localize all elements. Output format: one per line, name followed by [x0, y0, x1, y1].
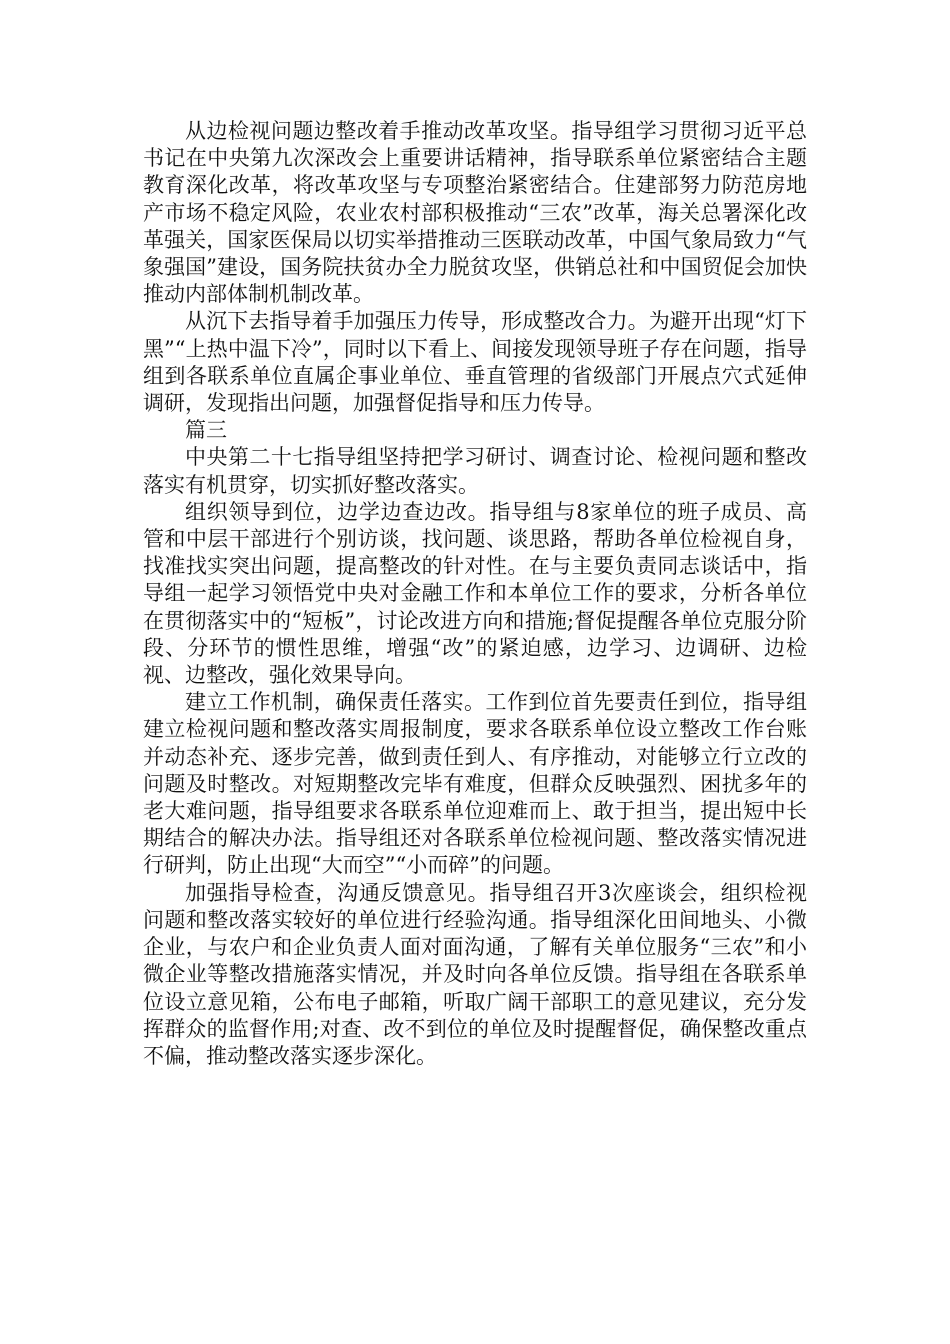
- paragraph-mechanism: 建立工作机制，确保责任落实。工作到位首先要责任到位，指导组建立检视问题和整改落实周报制度，要求各联系单位设立整改工作台账并动态补充、逐步完善，做到责任到人、有序推动，对能够立行立改的问题及时整改。对短期整改完毕有难度，但群众反映强烈、困扰多年的老大难问题，指导组要求各联系单位迎难而上、敢于担当，提出短中长期结合的解决办法。指导组还对各联系单位检视问题、整改落实情况进行研判，防止出现“大而空”“小而碎”的问题。: [143, 690, 807, 878]
- paragraph-leadership: 组织领导到位，边学边查边改。指导组与8家单位的班子成员、高管和中层干部进行个别访谈，找问题、谈思路，帮助各单位检视自身，找准找实突出问题，提高整改的针对性。在与主要负责同志谈话中，指导组一起学习领悟党中央对金融工作和本单位工作的要求，分析各单位在贯彻落实中的“短板”，讨论改进方向和措施;督促提醒各单位克服分阶段、分环节的惯性思维，增强“改”的紧迫感，边学习、边调研、边检视、边整改，强化效果导向。: [143, 499, 807, 688]
- section-heading: 篇三: [185, 418, 227, 443]
- paragraph-intro: 中央第二十七指导组坚持把学习研讨、调查讨论、检视问题和整改落实有机贯穿，切实抓好整改落实。: [143, 445, 807, 497]
- paragraph-reform: 从边检视问题边整改着手推动改革攻坚。指导组学习贯彻习近平总书记在中央第九次深改会上重要讲话精神，指导联系单位紧密结合主题教育深化改革，将改革攻坚与专项整治紧密结合。住建部努力防范房地产市场不稳定风险，农业农村部积极推动“三农”改革，海关总署深化改革强关，国家医保局以切实举措推动三医联动改革，中国气象局致力“气象强国”建设，国务院扶贫办全力脱贫攻坚，供销总社和中国贸促会加快推动内部体制机制改革。: [143, 119, 807, 307]
- paragraph-pressure: 从沉下去指导着手加强压力传导，形成整改合力。为避开出现“灯下黑”“上热中温下冷”，同时以下看上、间接发现领导班子存在问题，指导组到各联系单位直属企事业单位、垂直管理的省级部门开展点穴式延伸调研，发现指出问题，加强督促指导和压力传导。: [143, 309, 807, 416]
- document-body: [143, 118, 807, 1070]
- paragraph-inspection: 加强指导检查，沟通反馈意见。指导组召开3次座谈会，组织检视问题和整改落实较好的单位进行经验沟通。指导组深化田间地头、小微企业，与农户和企业负责人面对面沟通，了解有关单位服务“三农”和小微企业等整改措施落实情况，并及时向各单位反馈。指导组在各联系单位设立意见箱，公布电子邮箱，听取广阔干部职工的意见建议，充分发挥群众的监督作用;对查、改不到位的单位及时提醒督促，确保整改重点不偏，推动整改落实逐步深化。: [143, 880, 807, 1068]
